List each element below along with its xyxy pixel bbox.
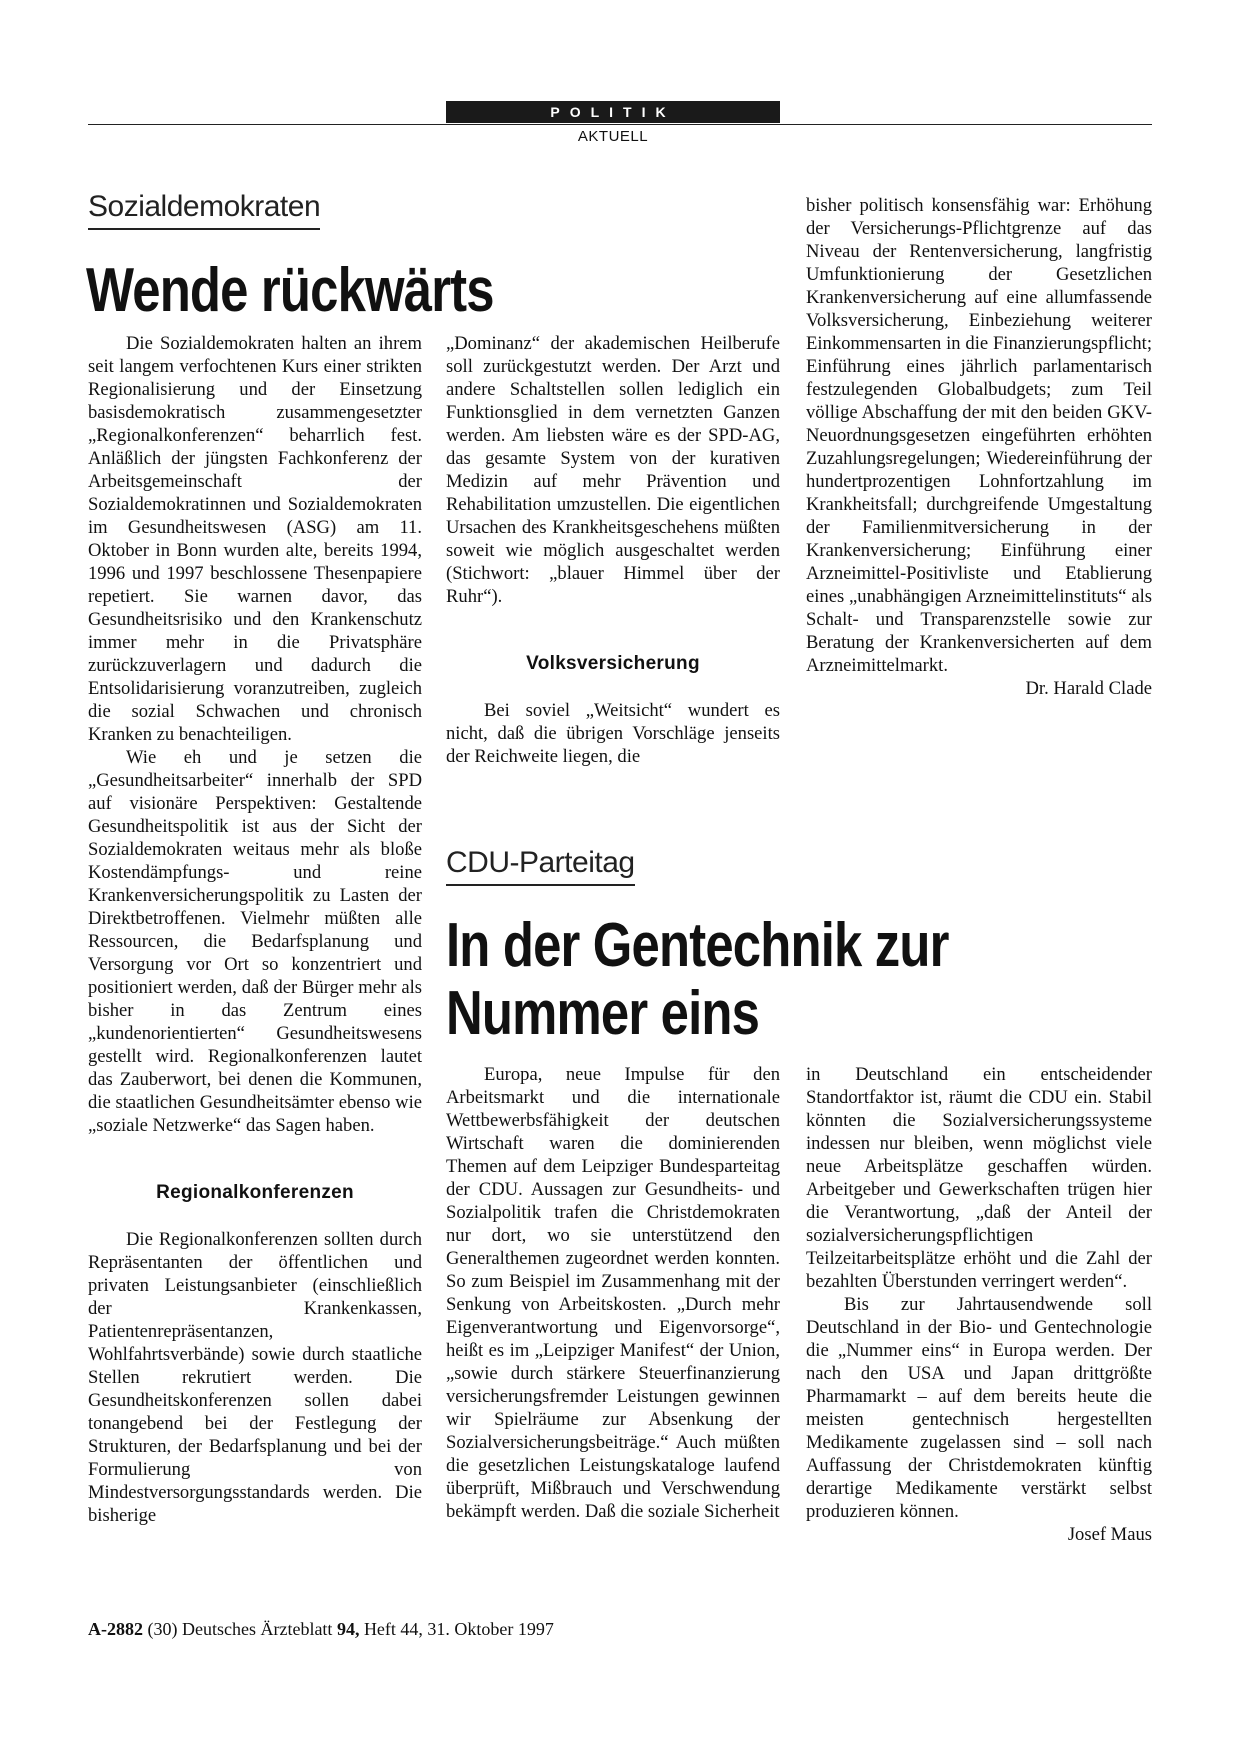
header-rule <box>88 124 1152 125</box>
article2-column-1 <box>446 1063 780 1523</box>
footer-publication: (30) Deutsches Ärzteblatt <box>147 1619 333 1639</box>
article1-subhead-volksversicherung: Volksversicherung <box>526 653 700 674</box>
section-label: POLITIK <box>446 101 780 123</box>
article1-column-1 <box>88 332 422 1527</box>
footer-volume: 94, <box>336 1619 360 1639</box>
paragraph: Wie eh und je setzen die „Gesundheitsarbeiter“ innerhalb der SPD auf visionäre Perspektiven: Gestaltende Gesundheitspolitik ist aus der Sicht der Sozialdemokraten weitaus mehr als bloße Kostendämpfungs- und reine Krankenversicherungspolitik zu Lasten der Direktbetroffenen. Vielmehr müßten alle Ressourcen, die Bedarfsplanung und Versorgung vor Ort so konzentriert und positioniert werden, daß der Bürger mehr als bisher in das Zentrum eines „kundenorientierten“ Gesundheitswesens gestellt wird. Regionalkonferenzen lautet das Zauberwort, bei denen die Kommunen, die staatlichen Gesundheitsämter ebenso wie „soziale Netzwerke“ das Sagen haben. <box>88 747 422 1136</box>
article1-subhead-regionalkonferenzen: Regionalkonferenzen <box>156 1182 354 1203</box>
article2-headline <box>446 912 949 1048</box>
page-code: A-2882 <box>88 1619 143 1639</box>
article1-author: Dr. Harald Clade <box>1025 678 1152 699</box>
paragraph: Die Regionalkonferenzen sollten durch Repräsentanten der öffentlichen und privaten Leistungsanbieter (einschließlich der Krankenkassen, Patientenrepräsentanzen, Wohlfahrtsverbände) sowie durch staatliche Stellen rekrutiert werden. Die Gesundheitskonferenzen sollen dabei tonangebend bei der Festlegung der Strukturen, der Bedarfsplanung und bei der Formulierung von Mindestversorgungsstandards werden. Die bisherige <box>88 1229 422 1526</box>
article1-column-3 <box>806 194 1152 700</box>
article2-column-2 <box>806 1063 1152 1546</box>
article1-headline: Wende rückwärts <box>86 256 494 325</box>
paragraph: „Dominanz“ der akademischen Heilberufe soll zurückgestutzt werden. Der Arzt und andere Schaltstellen sollen lediglich ein Funktionsglied in dem vernetzten Ganzen werden. Am liebsten wäre es der SPD-AG, das gesamte System von der kurativen Medizin auf mehr Prävention und Rehabilitation umzustellen. Die eigentlichen Ursachen des Krankheitsgeschehens müßten soweit wie möglich ausgeschaltet werden (Stichwort: „blauer Himmel über der Ruhr“). <box>446 333 780 607</box>
article2-headline-line-2: Nummer eins <box>446 979 760 1048</box>
article2-author: Josef Maus <box>1067 1524 1152 1545</box>
paragraph: Die Sozialdemokraten halten an ihrem seit langem verfochtenen Kurs einer strikten Regionalisierung und der Einsetzung basisdemokratisch zusammengesetzter „Regionalkonferenzen“ beharrlich fest. Anläßlich der jüngsten Fachkonferenz der Arbeitsgemeinschaft der Sozialdemokratinnen und Sozialdemokraten im Gesundheitswesen (ASG) am 11. Oktober in Bonn wurden alte, bereits 1994, 1996 und 1997 beschlossene Thesenpapiere repetiert. Sie warnen davor, das Gesundheitsrisiko und den Krankenschutz immer mehr in die Privatsphäre zurückzuverlagern und dadurch die Entsolidarisierung voranzutreiben, zugleich die sozial Schwachen und chronisch Kranken zu benachteiligen. <box>88 333 422 745</box>
page-footer <box>88 1619 554 1640</box>
paragraph: bisher politisch konsensfähig war: Erhöhung der Versicherungs-Pflichtgrenze auf das Niveau der Rentenversicherung, langfristig Umfunktionierung der Gesetzlichen Krankenversicherung auf eine allumfassende Volksversicherung, Einbeziehung weiterer Einkommensarten in die Finanzierungspflicht; Einführung eines jährlich parlamentarisch festzulegenden Globalbudgets; zum Teil völlige Abschaffung der mit den beiden GKV-Neuordnungsgesetzen eingeführten erhöhten Zuzahlungsregelungen; Wiedereinführung der hundertprozentigen Lohnfortzahlung im Krankheitsfall; durchgreifende Umgestaltung der Familienmitversicherung in der Krankenversicherung; Einführung einer Arzneimittel-Positivliste und Etablierung eines „unabhängigen Arzneimittelinstituts“ als Schalt- und Transparenzstelle sowie zur Beratung der Krankenversicherten auf dem Arzneimittelmarkt. <box>806 195 1152 676</box>
article2-headline-line-1: In der Gentechnik zur <box>446 911 949 980</box>
paragraph: in Deutschland ein entscheidender Standortfaktor ist, räumt die CDU ein. Stabil könnten die Sozialversicherungssysteme indessen nur bleiben, wenn möglichst viele neue Arbeitsplätze geschaffen würden. Arbeitgeber und Gewerkschaften trügen hier die Verantwortung, „daß der Anteil der sozialversicherungspflichtigen Teilzeitarbeitsplätze erhöht und die Zahl der bezahlten Überstunden verringert werden“. <box>806 1064 1152 1292</box>
article2-kicker: CDU-Parteitag <box>446 846 635 886</box>
paragraph: Bis zur Jahrtausendwende soll Deutschland in der Bio- und Gentechnologie die „Nummer eins“ in Europa werden. Der nach den USA und Japan drittgrößte Pharmamarkt – auf dem bereits heute die meisten gentechnisch hergestellten Medikamente zugelassen sind – soll nach Auffassung der Christdemokraten künftig derartige Medikamente verstärkt selbst produzieren können. <box>806 1294 1152 1522</box>
article1-kicker: Sozialdemokraten <box>88 190 320 230</box>
subsection-label: AKTUELL <box>577 128 649 145</box>
footer-issue-date: Heft 44, 31. Oktober 1997 <box>363 1619 554 1639</box>
paragraph: Bei soviel „Weitsicht“ wundert es nicht, daß die übrigen Vorschläge jenseits der Reichweite liegen, die <box>446 700 780 767</box>
article1-column-2 <box>446 332 780 768</box>
paragraph: Europa, neue Impulse für den Arbeitsmarkt und die internationale Wettbewerbsfähigkeit der deutschen Wirtschaft waren die dominierenden Themen auf dem Leipziger Bundesparteitag der CDU. Aussagen zur Gesundheits- und Sozialpolitik trafen die Christdemokraten nur dort, wo sie unterstützend den Generalthemen zugeordnet werden konnten. So zum Beispiel im Zusammenhang mit der Senkung von Arbeitskosten. „Durch mehr Eigenverantwortung und Eigenvorsorge“, heißt es im „Leipziger Manifest“ der Union, „sowie durch stärkere Steuerfinanzierung versicherungsfremder Leistungen gewinnen wir Spielräume zur Absenkung der Sozialversicherungsbeiträge.“ Auch müßten die gesetzlichen Leistungskataloge laufend überprüft, Mißbrauch und Verschwendung bekämpft werden. Daß die soziale Sicherheit <box>446 1064 780 1522</box>
